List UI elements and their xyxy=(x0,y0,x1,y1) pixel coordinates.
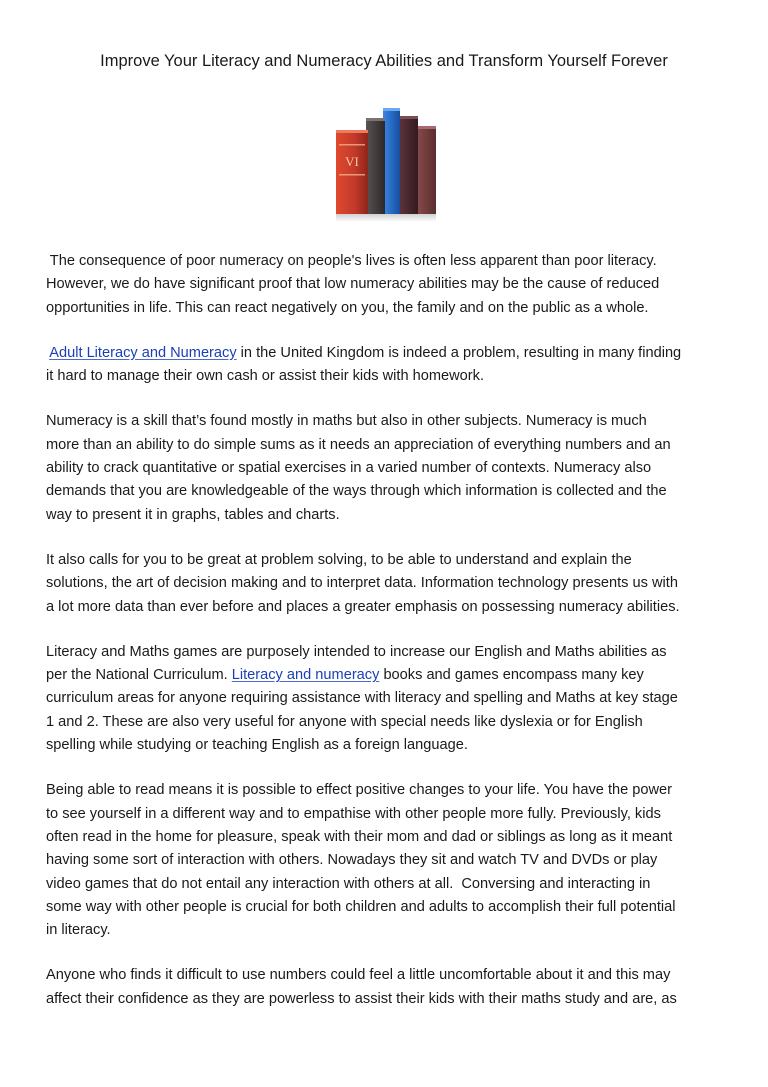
book-spine-dark xyxy=(366,118,385,214)
book-spine-plum xyxy=(398,116,418,214)
paragraph-6: Being able to read means it is possible to effect positive changes to your life. You have the power to see yourself in a different way and to empathise with other people more fully. Previously, kids often read in the home for pleasure, speak with their mom and dad or siblings as long as it meant having some sort of interaction with others. Nowadays they sit and watch TV and DVDs or play video games that do not entail any interaction with others at all. Conversing and interacting in some way with other people is crucial for both children and adults to accomplish their full potential in literacy. xyxy=(46,782,676,939)
paragraph-5: Literacy and Maths games are purposely intended to increase our English and Maths abilities as per the National Curriculum. Literacy and numeracy books and games encompass many key curriculum areas for anyone requiring assistance with literacy and spelling and Maths at key stage 1 and 2. These are also very useful for anyone with special needs like dyslexia or for English spelling while studying or teaching English as a foreign language. xyxy=(46,643,678,754)
adult-literacy-link[interactable]: Adult Literacy and Numeracy xyxy=(49,344,237,361)
paragraph-1: The consequence of poor numeracy on people's lives is often less apparent than poor literacy. However, we do have significant proof that low numeracy abilities may be the cause of reduced opportunities in life. This can react negatively on you, the family and on the public as a whole. xyxy=(46,253,660,316)
paragraph-3: Numeracy is a skill that’s found mostly in maths but also in other subjects. Numeracy is much more than an ability to do simple sums as it needs an appreciation of everything numbers and an ability to crack quantitative or spatial exercises in a varied number of contexts. Numeracy also demands that you are knowledgeable of the ways through which information is collected and the way to present it in graphs, tables and charts. xyxy=(46,413,671,523)
book-spine-maroon xyxy=(416,126,436,214)
document-body xyxy=(46,250,726,1033)
book-monogram: VI xyxy=(345,154,359,169)
books-icon xyxy=(326,104,446,222)
book-spine-blue xyxy=(383,108,400,214)
paragraph-7: Anyone who finds it difficult to use numbers could feel a little uncomfortable about it and this may affect their confidence as they are powerless to assist their kids with their maths study and are, as xyxy=(46,967,677,1007)
page-title: Improve Your Literacy and Numeracy Abilities and Transform Yourself Forever xyxy=(100,52,668,70)
paragraph-4: It also calls for you to be great at problem solving, to be able to understand and explain the solutions, the art of decision making and to interpret data. Information technology presents us with a lot more data than ever before and places a greater emphasis on possessing numeracy abilities. xyxy=(46,551,680,615)
literacy-numeracy-link[interactable]: Literacy and numeracy xyxy=(231,667,380,684)
book-spine-red xyxy=(336,130,368,214)
paragraph-2: Adult Literacy and Numeracy in the United Kingdom is indeed a problem, resulting in many finding it hard to manage their own cash or assist their kids with homework. xyxy=(46,344,682,385)
